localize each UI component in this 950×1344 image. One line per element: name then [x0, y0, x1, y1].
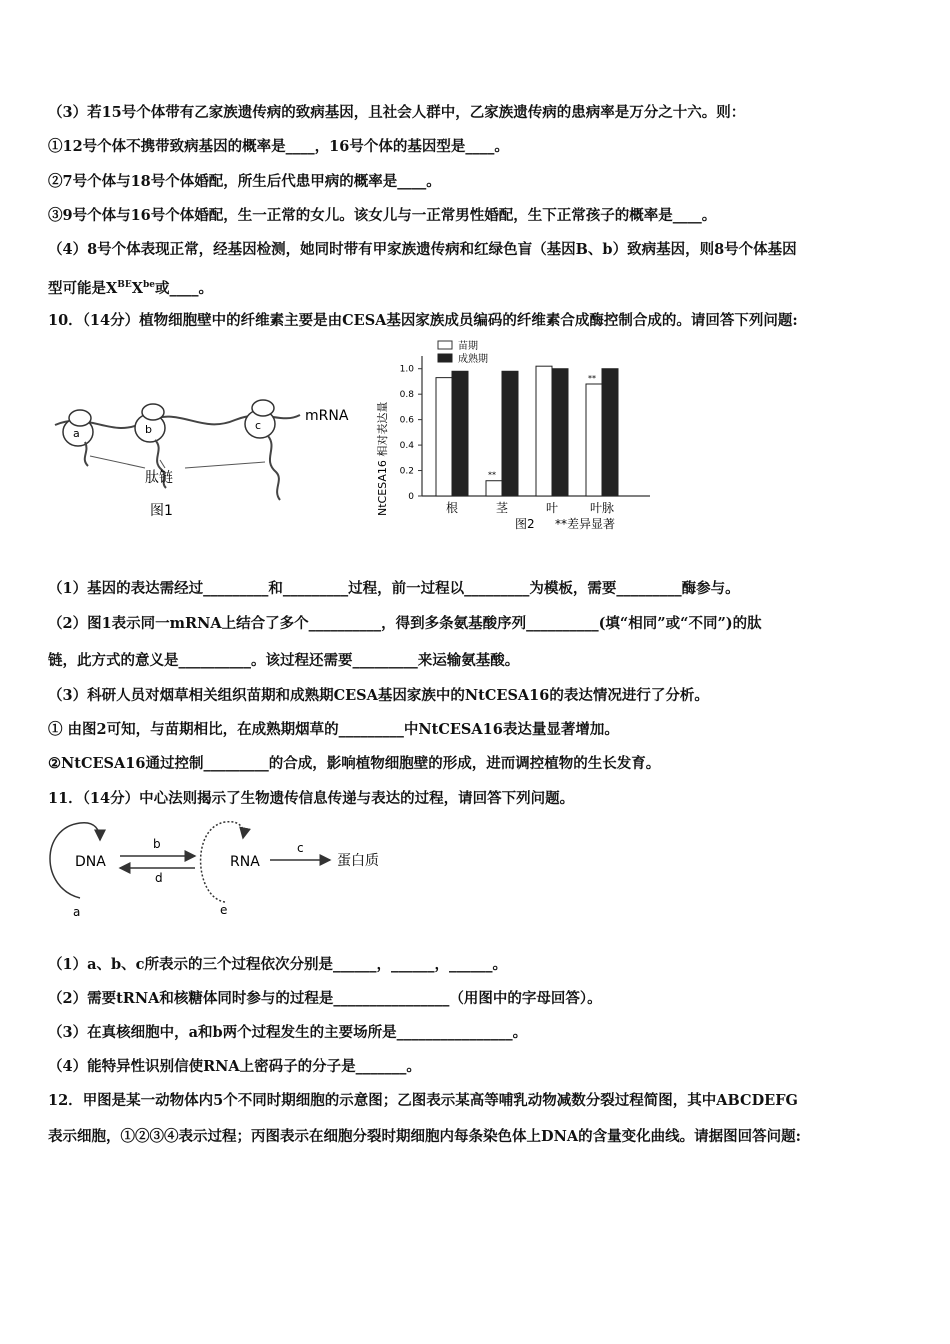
bar-mature-3 — [602, 369, 618, 496]
figure-1-translation — [50, 370, 370, 530]
q11-part1: （1）a、b、c所表示的三个过程依次分别是______，______，______。 — [48, 956, 507, 973]
q11-part2: （2）需要tRNA和核糖体同时参与的过程是________________（用图中的字母回答）。 — [48, 990, 602, 1007]
bar-mature-1 — [502, 371, 518, 496]
ribosome-a-label: a — [73, 427, 80, 440]
q11-part4: （4）能特异性识别信使RNA上密码子的分子是_______。 — [48, 1058, 421, 1075]
pointer-line-c — [185, 462, 265, 468]
peptide-chain-short — [85, 442, 88, 466]
y-tick-label: 0.4 — [399, 441, 414, 452]
process-b-label: b — [153, 837, 161, 851]
q10-stem: 10．（14分）植物细胞壁中的纤维素主要是由CESA基因家族成员编码的纤维素合成酶控制合成的。请回答下列问题: — [48, 312, 798, 329]
y-tick-label: 0.6 — [399, 415, 414, 426]
q9-part4-line2: 型可能是$X^{BE}X^{be}$或____。 — [48, 279, 214, 297]
figure-2-caption: 图2 — [515, 517, 535, 531]
process-a-label: a — [73, 905, 81, 918]
legend-label-seedling: 苗期 — [458, 341, 478, 352]
x-category-label: 叶脉 — [589, 501, 615, 515]
significance-marker: ** — [588, 374, 596, 383]
pointer-line-b — [160, 460, 165, 468]
bar-seedling-3 — [586, 384, 602, 496]
bar-seedling-0 — [436, 378, 452, 496]
legend-swatch-seedling — [438, 341, 452, 349]
ribosome-c-small-subunit — [252, 400, 274, 416]
significance-marker: ** — [488, 470, 496, 480]
y-tick-label: 0 — [408, 492, 414, 502]
peptide-chain-label: 肽链 — [145, 470, 173, 486]
legend-swatch-mature — [438, 354, 452, 362]
protein-label: 蛋白质 — [337, 853, 379, 869]
figure-2-bar-chart — [370, 338, 660, 538]
q9-part3-intro: （3）若15号个体带有乙家族遗传病的致病基因，且社会人群中，乙家族遗传病的患病率是万分之十六。则： — [48, 104, 746, 121]
q9-part3-item3: ③9号个体与16号个体婚配，生一正常的女儿。该女儿与一正常男性婚配，生下正常孩子的概率是____。 — [48, 207, 717, 224]
ribosome-b-label: b — [145, 423, 152, 436]
process-d-label: d — [155, 871, 163, 885]
q10-part3-item1: ① 由图2可知，与苗期相比，在成熟期烟草的_________中NtCESA16表达量显著增加。 — [48, 721, 619, 738]
q12-number: 12． — [48, 1092, 83, 1109]
figure-central-dogma — [45, 818, 405, 918]
y-tick-label: 1.0 — [399, 364, 414, 375]
q9-part4-line1: （4）8号个体表现正常，经基因检测，她同时带有甲家族遗传病和红绿色盲（基因B、b）致病基因，则8号个体基因 — [48, 241, 797, 258]
pointer-line-a — [90, 456, 145, 468]
q12-stem-line2: 表示细胞，①②③④表示过程；丙图表示在细胞分裂时期细胞内每条染色体上DNA的含量变化曲线。请据图回答问题: — [48, 1128, 801, 1145]
q10-part3: （3）科研人员对烟草相关组织苗期和成熟期CESA基因家族中的NtCESA16的表达情况进行了分析。 — [48, 687, 709, 704]
peptide-chain-long — [268, 436, 280, 500]
ribosome-c-label: c — [255, 419, 262, 432]
bar-mature-2 — [552, 369, 568, 496]
bar-seedling-2 — [536, 366, 552, 496]
chart-y-axis-label: NtCESA16 相对表达量 — [376, 401, 389, 516]
process-c-label: c — [297, 841, 304, 855]
q10-part2-line1: （2）图1表示同一mRNA上结合了多个__________，得到多条氨基酸序列__________(填“相同”或“不同”)的肽 — [48, 615, 762, 632]
q11-part3: （3）在真核细胞中，a和b两个过程发生的主要场所是________________。 — [48, 1024, 528, 1041]
q9-part3-item2: ②7号个体与18号个体婚配，所生后代患甲病的概率是____。 — [48, 173, 441, 190]
mrna-label: mRNA — [305, 408, 349, 424]
q10-part1: （1）基因的表达需经过_________和_________过程，前一过程以_________为模板，需要_________酶参与。 — [48, 580, 740, 597]
q9-part3-item1: ①12号个体不携带致病基因的概率是____，16号个体的基因型是____。 — [48, 138, 509, 155]
bar-mature-0 — [452, 371, 468, 496]
ribosome-a-small-subunit — [69, 410, 91, 426]
bar-seedling-1 — [486, 481, 502, 496]
dna-label: DNA — [75, 854, 106, 870]
process-e-label: e — [220, 903, 228, 917]
q10-number: 10．（14分） — [48, 312, 140, 329]
figure-1-caption: 图1 — [150, 503, 173, 519]
q11-number: 11．（14分） — [48, 790, 140, 807]
y-tick-label: 0.8 — [399, 390, 414, 401]
rna-label: RNA — [230, 854, 260, 870]
q12-stem-line1: 12．甲图是某一动物体内5个不同时期细胞的示意图；乙图表示某高等哺乳动物减数分裂过程简图，其中ABCDEFG — [48, 1092, 798, 1109]
x-category-label: 茎 — [495, 501, 509, 515]
x-category-label: 叶 — [545, 501, 559, 515]
figure-2-note: **差异显著 — [555, 517, 616, 531]
y-tick-label: 0.2 — [399, 466, 414, 477]
q10-part3-item2: ②NtCESA16通过控制_________的合成，影响植物细胞壁的形成，进而调控植物的生长发育。 — [48, 755, 661, 772]
q10-part2-line2: 链，此方式的意义是__________。该过程还需要_________来运输氨基酸。 — [48, 652, 520, 669]
ribosome-b-small-subunit — [142, 404, 164, 420]
legend-label-mature: 成熟期 — [458, 354, 488, 365]
q11-stem: 11．（14分）中心法则揭示了生物遗传信息传递与表达的过程，请回答下列问题。 — [48, 790, 575, 807]
x-category-label: 根 — [445, 501, 459, 515]
